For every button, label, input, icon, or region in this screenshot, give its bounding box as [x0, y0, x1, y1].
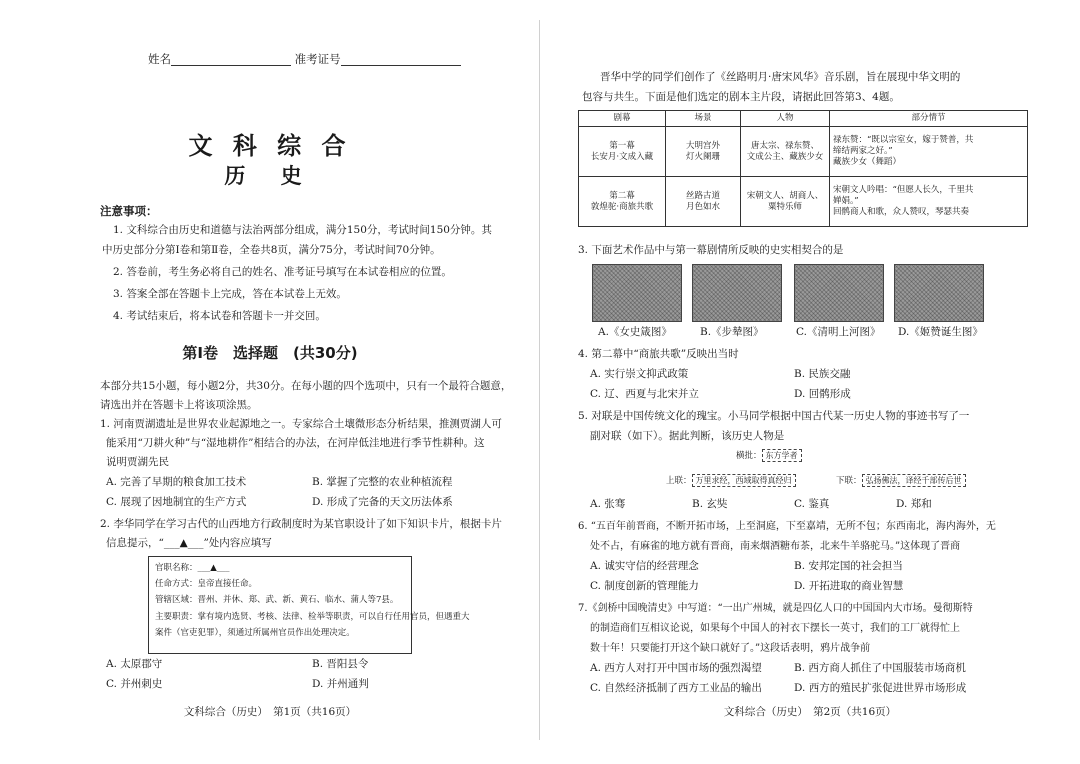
couplet-left-label: 上联：: [666, 476, 692, 486]
q6-stem: 处不占，有麻雀的地方就有晋商，南来烟酒糖布茶，北来牛羊骆驼马。”这体现了晋商: [590, 541, 961, 552]
q1-option-d[interactable]: D. 形成了完备的天文历法体系: [312, 496, 453, 508]
q6-option-c[interactable]: C. 制度创新的管理能力: [590, 580, 699, 592]
exam-number-label: 准考证号: [294, 52, 341, 66]
cell-text: 第一幕: [609, 140, 635, 151]
q4-option-c[interactable]: C. 辽、西夏与北宋并立: [590, 388, 699, 400]
q6-stem: 6. “五百年前晋商，不断开拓市场，上至洞庭，下至嘉靖，无所不包；东西南北，海内海外，无: [578, 521, 996, 532]
couplet-top: [736, 449, 802, 462]
q6-option-d[interactable]: D. 开拓进取的商业智慧: [794, 580, 904, 592]
page-footer: 文科综合（历史） 第1页（共16页）: [183, 706, 357, 718]
artwork-a-image: [592, 264, 682, 322]
q6-option-a[interactable]: A. 诚实守信的经营理念: [590, 560, 699, 572]
notice-line: 4. 考试结束后，将本试卷和答题卡一并交回。: [113, 310, 326, 322]
notice-line: 3. 答案全部在答题卡上完成，答在本试卷上无效。: [113, 288, 347, 300]
q4-option-b[interactable]: B. 民族交融: [794, 368, 851, 380]
q7-stem: 数十年！只要能打开这个缺口就好了。”这段话表明，鸦片战争前: [590, 643, 871, 654]
q4-option-d[interactable]: D. 回鹘形成: [794, 388, 851, 400]
card-line: 官职名称：___▲___: [155, 563, 230, 573]
q3-option-c[interactable]: C.《清明上河图》: [796, 326, 881, 338]
card-line: 主要职责：掌有境内选贤、考核、法律、检举等职责，可以自行任用官员，但遇重大: [155, 612, 470, 622]
q5-option-c[interactable]: C. 鉴真: [794, 498, 830, 510]
q5-stem: 副对联（如下）。据此判断，该历史人物是: [590, 430, 785, 442]
q1-stem: 1. 河南贾湖遗址是世界农业起源地之一。专家综合土壤微形态分析结果，推测贾湖人可: [100, 418, 502, 430]
card-line: 任命方式：皇帝直接任命。: [155, 579, 258, 589]
q6-option-b[interactable]: B. 安邦定国的社会担当: [794, 560, 903, 572]
col-header: 人物: [741, 111, 830, 127]
q2-stem: 2. 李华同学在学习古代的山西地方行政制度时为某官职设计了如下知识卡片，根据卡片: [100, 518, 502, 530]
exam-number-field[interactable]: [341, 54, 461, 66]
couplet-top-text: 东方学者: [762, 449, 802, 462]
q7-option-a[interactable]: A. 西方人对打开中国市场的强烈渴望: [590, 662, 762, 674]
card-line: 案件（官吏犯罪），须通过所属州官员作出处理决定。: [155, 628, 355, 638]
page-2: [540, 0, 1080, 764]
couplet-right: [836, 474, 966, 487]
table-row: [579, 127, 1028, 177]
scenario-intro: 包容与共生。下面是他们选定的剧本主片段，请据此回答第3、4题。: [582, 91, 900, 103]
q2-option-a[interactable]: A. 太原郡守: [106, 658, 163, 670]
cell-text: 缔结两家之好。”: [833, 146, 893, 156]
cell-text: 丝路古道: [685, 190, 720, 201]
q1-option-c[interactable]: C. 展现了因地制宜的生产方式: [106, 496, 247, 508]
cell-text: 大明宫外: [685, 140, 720, 151]
q5-option-d[interactable]: D. 郑和: [896, 498, 932, 510]
q2-stem: 信息提示，“___▲___”处内容应填写: [106, 537, 272, 549]
candidate-header: [148, 52, 461, 66]
cell-text: 藏族少女（舞蹈）: [833, 157, 902, 167]
q3-option-b[interactable]: B.《步辇图》: [700, 326, 764, 338]
card-line: 管辖区域：晋州、并休、郑、武、新、黄石、临水、蒲人等7县。: [155, 595, 399, 605]
cell-text: 回鹘商人和歌，众人赞叹，琴瑟共奏: [833, 207, 970, 217]
section-intro: 请选出并在答题卡上将该项涂黑。: [100, 399, 258, 411]
col-header: 场景: [666, 111, 741, 127]
name-field[interactable]: [171, 54, 291, 66]
couplet-top-label: 横批：: [736, 451, 762, 461]
q3-stem: 3. 下面艺术作品中与第一幕剧情所反映的史实相契合的是: [578, 244, 844, 256]
cell-text: 文成公主、藏族少女: [746, 151, 824, 162]
q7-option-b[interactable]: B. 西方商人抓住了中国服装市场商机: [794, 662, 966, 674]
notice-line: 中历史部分分第Ⅰ卷和第Ⅱ卷，全卷共8页，满分75分，考试时间70分钟。: [102, 244, 441, 256]
q5-option-a[interactable]: A. 张骞: [590, 498, 626, 510]
cell-text: 灯火阑珊: [685, 151, 720, 162]
artwork-c-image: [794, 264, 884, 322]
paper-title: 文 科 综 合: [188, 132, 352, 160]
q1-stem: 说明贾湖先民: [106, 456, 169, 468]
q7-stem: 7.《剑桥中国晚清史》中写道：“一出广州城，就是四亿人口的中国国内大市场。曼彻斯特: [578, 603, 973, 614]
notice-line: 2. 答卷前，考生务必将自己的姓名、准考证号填写在本试卷相应的位置。: [113, 266, 452, 278]
cell-text: 月色如水: [685, 201, 720, 212]
couplet-left-text: 万里求经，西域取得真经归: [692, 474, 796, 487]
q2-option-b[interactable]: B. 晋阳县令: [312, 658, 369, 670]
couplet-right-text: 弘扬佛法，译经千部传后世: [862, 474, 966, 487]
q4-stem: 4. 第二幕中“商旅共歌”反映出当时: [578, 348, 739, 360]
q2-option-c[interactable]: C. 并州刺史: [106, 678, 163, 690]
table-row: [579, 177, 1028, 227]
cell-text: 婵娟。”: [833, 196, 859, 206]
q7-stem: 的制造商们互相议论说，如果每个中国人的衬衣下摆长一英寸，我们的工厂就得忙上: [590, 623, 960, 634]
notice-line: 1. 文科综合由历史和道德与法治两部分组成，满分150分，考试时间150分钟。其: [113, 224, 492, 236]
cell-text: 长安月·文成入藏: [590, 151, 654, 162]
cell-text: 唐太宗、禄东赞、: [750, 140, 819, 151]
q3-option-d[interactable]: D.《姬赞诞生图》: [898, 326, 983, 338]
section-title: 第Ⅰ卷 选择题 (共30分): [182, 344, 358, 362]
cell-text: 禄东赞：“既以宗室女，嫁于赞普，共: [833, 135, 974, 145]
cell-text: 第二幕: [609, 190, 635, 201]
scenario-intro: 晋华中学的同学们创作了《丝路明月·唐宋风华》音乐剧，旨在展现中华文明的: [600, 71, 961, 83]
cell-text: 宋朝文人、胡商人、: [746, 190, 824, 201]
q1-option-a[interactable]: A. 完善了早期的粮食加工技术: [106, 476, 247, 488]
name-label: 姓名: [148, 52, 171, 66]
couplet-right-label: 下联：: [836, 476, 862, 486]
q7-option-d[interactable]: D. 西方的殖民扩张促进世界市场形成: [794, 682, 967, 694]
paper-subtitle: 历 史: [224, 164, 316, 188]
col-header: 部分情节: [830, 111, 1028, 127]
q5-option-b[interactable]: B. 玄奘: [692, 498, 728, 510]
q5-stem: 5. 对联是中国传统文化的瑰宝。小马同学根据中国古代某一历史人物的事迹书写了一: [578, 410, 970, 422]
col-header: 剧幕: [579, 111, 666, 127]
q4-option-a[interactable]: A. 实行崇文抑武政策: [590, 368, 689, 380]
q1-stem: 能采用“刀耕火种”与“湿地耕作”相结合的办法，在河岸低洼地进行季节性耕种。这: [106, 437, 485, 449]
q1-option-b[interactable]: B. 掌握了完整的农业种植流程: [312, 476, 453, 488]
q2-option-d[interactable]: D. 并州通判: [312, 678, 369, 690]
page-footer: 文科综合（历史） 第2页（共16页）: [723, 706, 897, 718]
couplet-left: [666, 474, 796, 487]
cell-text: 敦煌驼·商旅共歌: [590, 201, 654, 212]
q3-option-a[interactable]: A.《女史箴图》: [598, 326, 672, 338]
artwork-d-image: [894, 264, 984, 322]
knowledge-card: [148, 556, 470, 654]
cell-text: 粟特乐师: [767, 201, 802, 212]
notice-title: 注意事项：: [100, 204, 158, 218]
artwork-b-image: [692, 264, 782, 322]
cell-text: 宋朝文人吟唱：“但愿人长久，千里共: [833, 185, 974, 195]
section-intro: 本部分共15小题，每小题2分，共30分。在每小题的四个选项中，只有一个最符合题意，: [100, 380, 512, 392]
script-table: [578, 110, 1028, 227]
q7-option-c[interactable]: C. 自然经济抵制了西方工业品的输出: [590, 682, 762, 694]
